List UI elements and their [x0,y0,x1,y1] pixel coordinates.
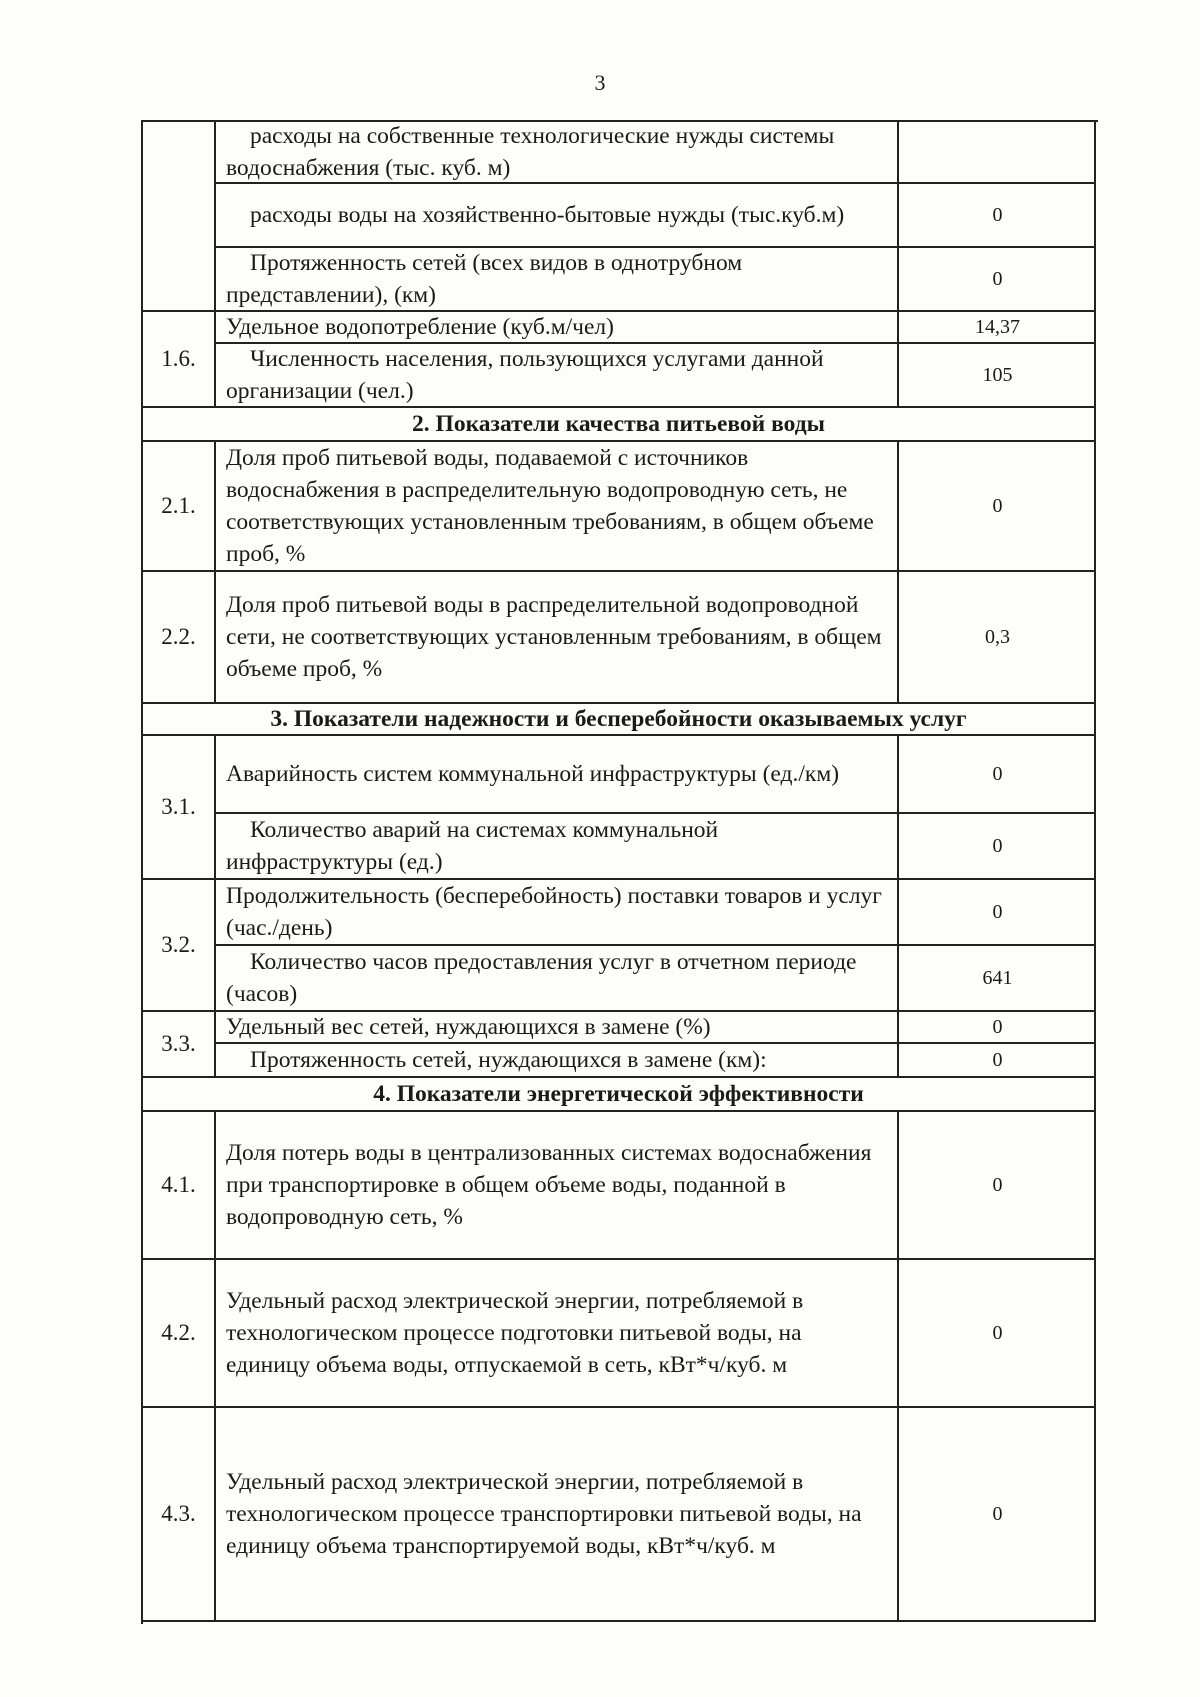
table-row [143,344,1096,408]
row-value: 0 [992,494,1003,517]
row-description: Аварийность систем коммунальной инфраструктуры (ед./км) [216,736,899,812]
row-number: 4.2. [143,1260,216,1406]
row-value: 0 [992,203,1003,226]
row-value: 0 [992,900,1003,923]
row-number: 2.2. [143,572,216,702]
table-row [143,312,1096,344]
row-description: Протяженность сетей (всех видов в однотрубном представлении), (км) [216,248,899,310]
table-row [143,736,1096,814]
row-value: 0 [992,267,1003,290]
row-description: Доля потерь воды в централизованных системах водоснабжения при транспортировке в общем объеме воды, поданной в водопроводную сеть, % [216,1112,899,1258]
row-description: Протяженность сетей, нуждающихся в замене (км): [216,1044,899,1076]
table-row [143,880,1096,946]
section-heading: 2. Показатели качества питьевой воды [143,408,1096,442]
table-row [143,122,1096,184]
table-row [143,946,1096,1012]
row-description: расходы воды на хозяйственно-бытовые нужды (тыс.куб.м) [216,184,899,246]
row-value: 0 [992,834,1003,857]
table-row [143,814,1096,880]
row-description: расходы на собственные технологические нужды системы водоснабжения (тыс. куб. м) [216,122,899,182]
row-value: 14,37 [975,315,1020,338]
row-value: 105 [982,363,1013,386]
row-number: 4.3. [143,1408,216,1620]
section-heading: 4. Показатели энергетической эффективности [143,1078,1096,1112]
table-row [143,572,1096,704]
section-heading: 3. Показатели надежности и бесперебойности оказываемых услуг [143,704,1096,736]
row-value: 0 [992,1015,1003,1038]
table-row [143,1112,1096,1260]
row-number: 1.6. [143,312,216,408]
row-number: 2.1. [143,442,216,570]
table-row [143,1044,1096,1078]
table-row [143,1012,1096,1044]
row-description: Доля проб питьевой воды, подаваемой с источников водоснабжения в распределительную водопроводную сеть, не соответствующих установленным требованиям, в общем объеме проб, % [216,442,899,570]
row-description: Удельный вес сетей, нуждающихся в замене (%) [216,1012,899,1042]
table-row [143,184,1096,248]
row-value: 0,3 [985,625,1010,648]
row-description: Удельное водопотребление (куб.м/чел) [216,312,899,342]
row-value: 0 [992,762,1003,785]
table-row [143,248,1096,312]
row-number: 3.1. [143,736,216,880]
row-value: 641 [982,966,1013,989]
row-value: 0 [992,1321,1003,1344]
row-description: Доля проб питьевой воды в распределительной водопроводной сети, не соответствующих установленным требованиям, в общем объеме проб, % [216,572,899,702]
table-row [143,442,1096,572]
row-number: 4.1. [143,1112,216,1258]
row-value: 0 [992,1048,1003,1071]
row-description: Продолжительность (бесперебойность) поставки товаров и услуг (час./день) [216,880,899,944]
row-number: 3.3. [143,1012,216,1078]
row-number [143,122,216,312]
row-description: Количество аварий на системах коммунальной инфраструктуры (ед.) [216,814,899,878]
row-value: 0 [992,1173,1003,1196]
row-description: Удельный расход электрической энергии, потребляемой в технологическом процессе транспортировки питьевой воды, на единицу объема транспортируемой воды, кВт*ч/куб. м [216,1408,899,1620]
indicators-table [141,120,1098,1624]
row-value: 0 [992,1502,1003,1525]
table-row [143,1408,1096,1622]
row-description: Удельный расход электрической энергии, потребляемой в технологическом процессе подготовки питьевой воды, на единицу объема воды, отпускаемой в сеть, кВт*ч/куб. м [216,1260,899,1406]
table-row [143,1260,1096,1408]
row-value [899,122,1096,182]
row-description: Численность населения, пользующихся услугами данной организации (чел.) [216,344,899,406]
row-description: Количество часов предоставления услуг в отчетном периоде (часов) [216,946,899,1010]
page-number: 3 [594,70,606,95]
row-number: 3.2. [143,880,216,1012]
